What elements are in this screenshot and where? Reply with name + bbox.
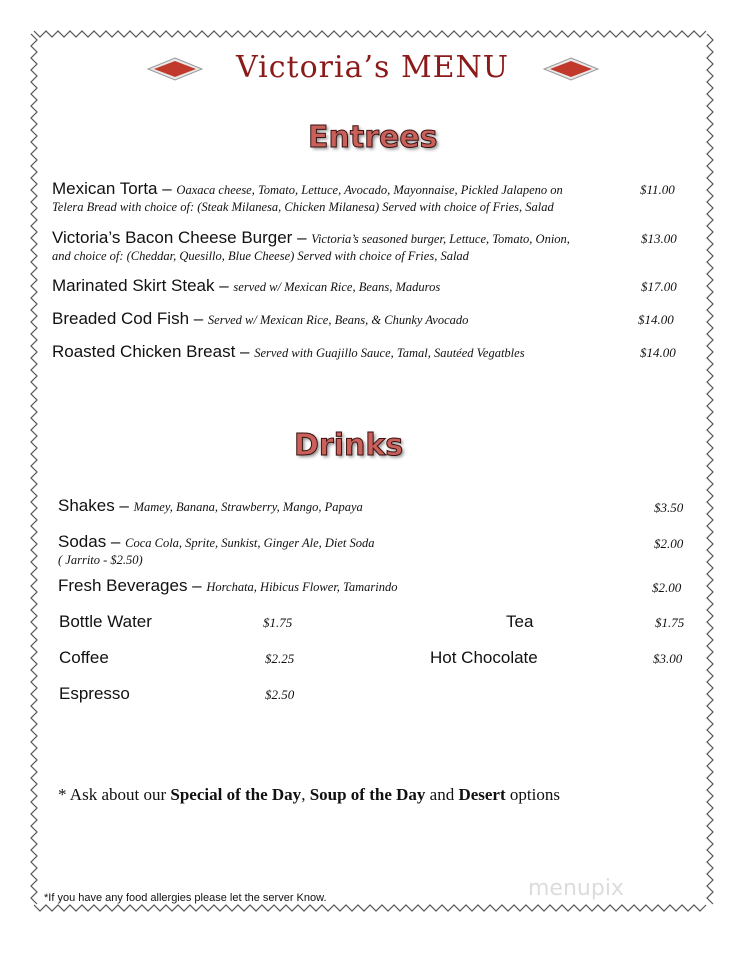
drink-price-coffee: $2.25 — [265, 651, 295, 666]
page-border — [30, 30, 714, 912]
item-name: Breaded Cod Fish – — [52, 309, 208, 328]
diamond-ornament-right — [542, 56, 600, 82]
item-name: Fresh Beverages – — [58, 576, 207, 595]
drink-price-bottle-water: $1.75 — [263, 615, 293, 630]
entrees-heading: Entrees — [308, 120, 438, 155]
drink-name-tea: Tea — [506, 612, 534, 631]
item-description-line2: and choice of: (Cheddar, Quesillo, Blue Cheese) Served with choice of Fries, Salad — [52, 249, 469, 263]
item-price: $14.00 — [640, 345, 676, 360]
item-description: Victoria’s seasoned burger, Lettuce, Tomato, Onion, — [311, 232, 570, 246]
allergy-notice: *If you have any food allergies please let the server Know. — [44, 892, 327, 904]
item-description: Served with Guajillo Sauce, Tamal, Sautéed Vegatbles — [254, 346, 525, 360]
drink-item-fresh-beverages — [58, 577, 397, 596]
item-description: Oaxaca cheese, Tomato, Lettuce, Avocado, Mayonnaise, Pickled Jalapeno on — [176, 183, 563, 197]
item-price: $11.00 — [640, 182, 675, 197]
menu-header — [0, 50, 742, 90]
item-description: served w/ Mexican Rice, Beans, Maduros — [233, 280, 441, 294]
watermark-logo: menupix — [528, 876, 624, 901]
item-name: Shakes – — [58, 496, 134, 515]
item-description: Mamey, Banana, Strawberry, Mango, Papaya — [133, 500, 363, 514]
drink-name-espresso: Espresso — [59, 684, 130, 703]
item-price: $13.00 — [641, 231, 677, 246]
entree-item-skirt-steak — [52, 277, 440, 296]
drink-price-hot-chocolate: $3.00 — [653, 651, 683, 666]
specials-note — [58, 785, 560, 805]
item-description-line2: Telera Bread with choice of: (Steak Milanesa, Chicken Milanesa) Served with choice of Fries, Salad — [52, 200, 554, 214]
item-price: $2.00 — [652, 580, 682, 595]
entree-item-mexican-torta — [52, 179, 632, 214]
note-text: and — [425, 785, 459, 804]
item-description: Horchata, Hibicus Flower, Tamarindo — [206, 580, 398, 594]
note-special: Special of the Day — [170, 785, 302, 804]
item-price: $14.00 — [638, 312, 674, 327]
item-description-line2: ( Jarrito - $2.50) — [58, 553, 143, 567]
item-name: Victoria’s Bacon Cheese Burger – — [52, 228, 312, 247]
diamond-ornament-left — [146, 56, 204, 82]
entree-item-chicken-breast — [52, 343, 525, 362]
item-price: $17.00 — [641, 279, 677, 294]
item-description: Coca Cola, Sprite, Sunkist, Ginger Ale, Diet Soda — [125, 536, 375, 550]
entree-item-bacon-burger — [52, 228, 632, 263]
drink-name-coffee: Coffee — [59, 648, 109, 667]
item-description: Served w/ Mexican Rice, Beans, & Chunky Avocado — [207, 313, 469, 327]
drink-price-espresso: $2.50 — [265, 687, 295, 702]
note-text: * Ask about our — [58, 785, 171, 804]
item-name: Mexican Torta – — [52, 179, 177, 198]
drink-item-shakes — [58, 497, 363, 516]
drink-name-bottle-water: Bottle Water — [59, 612, 152, 631]
note-desert: Desert — [458, 785, 506, 804]
item-name: Roasted Chicken Breast – — [52, 342, 255, 361]
drink-name-hot-chocolate: Hot Chocolate — [430, 648, 538, 667]
drink-item-sodas — [58, 532, 375, 567]
note-text: , — [301, 785, 310, 804]
entree-item-cod-fish — [52, 310, 468, 329]
drinks-heading: Drinks — [294, 428, 404, 463]
menu-title: Victoria’s MENU — [236, 50, 510, 85]
note-soup: Soup of the Day — [309, 785, 426, 804]
item-price: $3.50 — [654, 500, 684, 515]
item-name: Sodas – — [58, 532, 126, 551]
item-price: $2.00 — [654, 536, 684, 551]
item-name: Marinated Skirt Steak – — [52, 276, 234, 295]
note-text: options — [505, 785, 560, 804]
drink-price-tea: $1.75 — [655, 615, 685, 630]
